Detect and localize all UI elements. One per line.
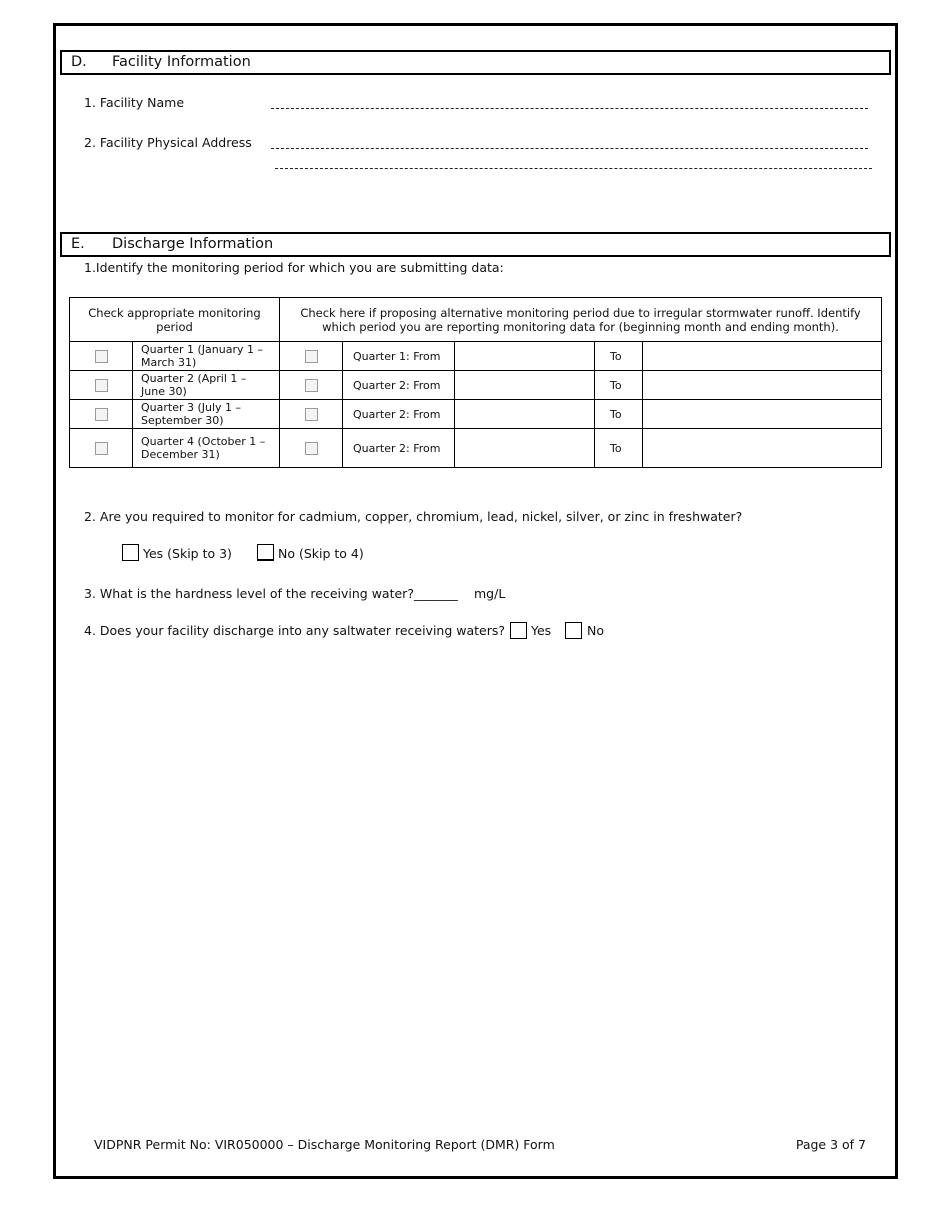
quarter-3-checkbox[interactable] [95,408,108,421]
alt-quarter-3-from-label: Quarter 2: From [343,400,455,429]
footer-form-title: VIDPNR Permit No: VIR050000 – Discharge Monitoring Report (DMR) Form [94,1137,555,1152]
facility-name-label: 1. Facility Name [84,95,185,110]
saltwater-no-label: No [587,623,604,638]
monitoring-period-table [69,297,882,468]
alt-quarter-1-from-label: Quarter 1: From [343,342,455,371]
section-e-title: Discharge Information [112,236,274,252]
page-border [53,23,898,1179]
alt-quarter-1-to-input[interactable] [643,342,882,371]
alt-quarter-1-checkbox-cell [280,342,343,371]
alt-quarter-4-checkbox-cell [280,429,343,468]
hardness-question: 3. What is the hardness level of the receiving water? [84,586,414,601]
quarter-1-label: Quarter 1 (January 1 – March 31) [133,342,280,371]
alt-quarter-4-from-input[interactable] [455,429,595,468]
alt-quarter-4-checkbox[interactable] [305,442,318,455]
alt-quarter-2-from-input[interactable] [455,371,595,400]
freshwater-no-label: No (Skip to 4) [278,546,364,561]
quarter-3-label: Quarter 3 (July 1 – September 30) [133,400,280,429]
alt-quarter-4-to-label: To [595,429,643,468]
table-row [70,342,882,371]
section-d-letter: D. [71,54,87,70]
alt-quarter-2-checkbox[interactable] [305,379,318,392]
saltwater-yes-checkbox[interactable] [510,622,527,639]
monitoring-period-question: 1.Identify the monitoring period for which you are submitting data: [84,260,504,275]
alt-quarter-2-from-label: Quarter 2: From [343,371,455,400]
quarter-4-checkbox[interactable] [95,442,108,455]
alt-quarter-2-to-label: To [595,371,643,400]
facility-address-label: 2. Facility Physical Address [84,135,252,150]
freshwater-yes-label: Yes (Skip to 3) [143,546,232,561]
facility-address-field-line1[interactable] [271,148,868,149]
quarter-2-checkbox[interactable] [95,379,108,392]
alt-quarter-3-checkbox-cell [280,400,343,429]
quarter-1-checkbox[interactable] [95,350,108,363]
table-row [70,400,882,429]
alt-quarter-4-to-input[interactable] [643,429,882,468]
section-e-letter: E. [71,236,85,252]
hardness-input-blank[interactable]: _______ [414,586,458,601]
alt-quarter-3-from-input[interactable] [455,400,595,429]
quarter-4-checkbox-cell [70,429,133,468]
alt-quarter-4-from-label: Quarter 2: From [343,429,455,468]
quarter-4-label: Quarter 4 (October 1 – December 31) [133,429,280,468]
alt-quarter-2-checkbox-cell [280,371,343,400]
table-header-standard-period: Check appropriate monitoring period [70,298,280,342]
facility-name-field[interactable] [271,108,868,109]
freshwater-metals-question: 2. Are you required to monitor for cadmium, copper, chromium, lead, nickel, silver, or zinc in freshwater? [84,509,743,524]
freshwater-no-checkbox[interactable] [257,544,274,561]
facility-address-field-line2[interactable] [275,168,872,169]
quarter-2-checkbox-cell [70,371,133,400]
saltwater-yes-label: Yes [531,623,552,638]
saltwater-no-checkbox[interactable] [565,622,582,639]
alt-quarter-3-to-input[interactable] [643,400,882,429]
footer-page-number: Page 3 of 7 [795,1137,866,1152]
alt-quarter-2-to-input[interactable] [643,371,882,400]
hardness-unit: mg/L [474,586,506,601]
alt-quarter-1-from-input[interactable] [455,342,595,371]
section-d-header [60,50,891,75]
freshwater-yes-checkbox[interactable] [122,544,139,561]
alt-quarter-1-to-label: To [595,342,643,371]
quarter-2-label: Quarter 2 (April 1 – June 30) [133,371,280,400]
table-row [70,429,882,468]
saltwater-question: 4. Does your facility discharge into any saltwater receiving waters? [84,623,506,638]
alt-quarter-1-checkbox[interactable] [305,350,318,363]
table-row [70,371,882,400]
section-e-header [60,232,891,257]
alt-quarter-3-to-label: To [595,400,643,429]
section-d-title: Facility Information [112,54,251,70]
quarter-3-checkbox-cell [70,400,133,429]
alt-quarter-3-checkbox[interactable] [305,408,318,421]
quarter-1-checkbox-cell [70,342,133,371]
table-header-alternative-period: Check here if proposing alternative monitoring period due to irregular stormwater runoff. Identify which period you are reporting monitoring data for (beginning month and ending month). [280,298,882,342]
